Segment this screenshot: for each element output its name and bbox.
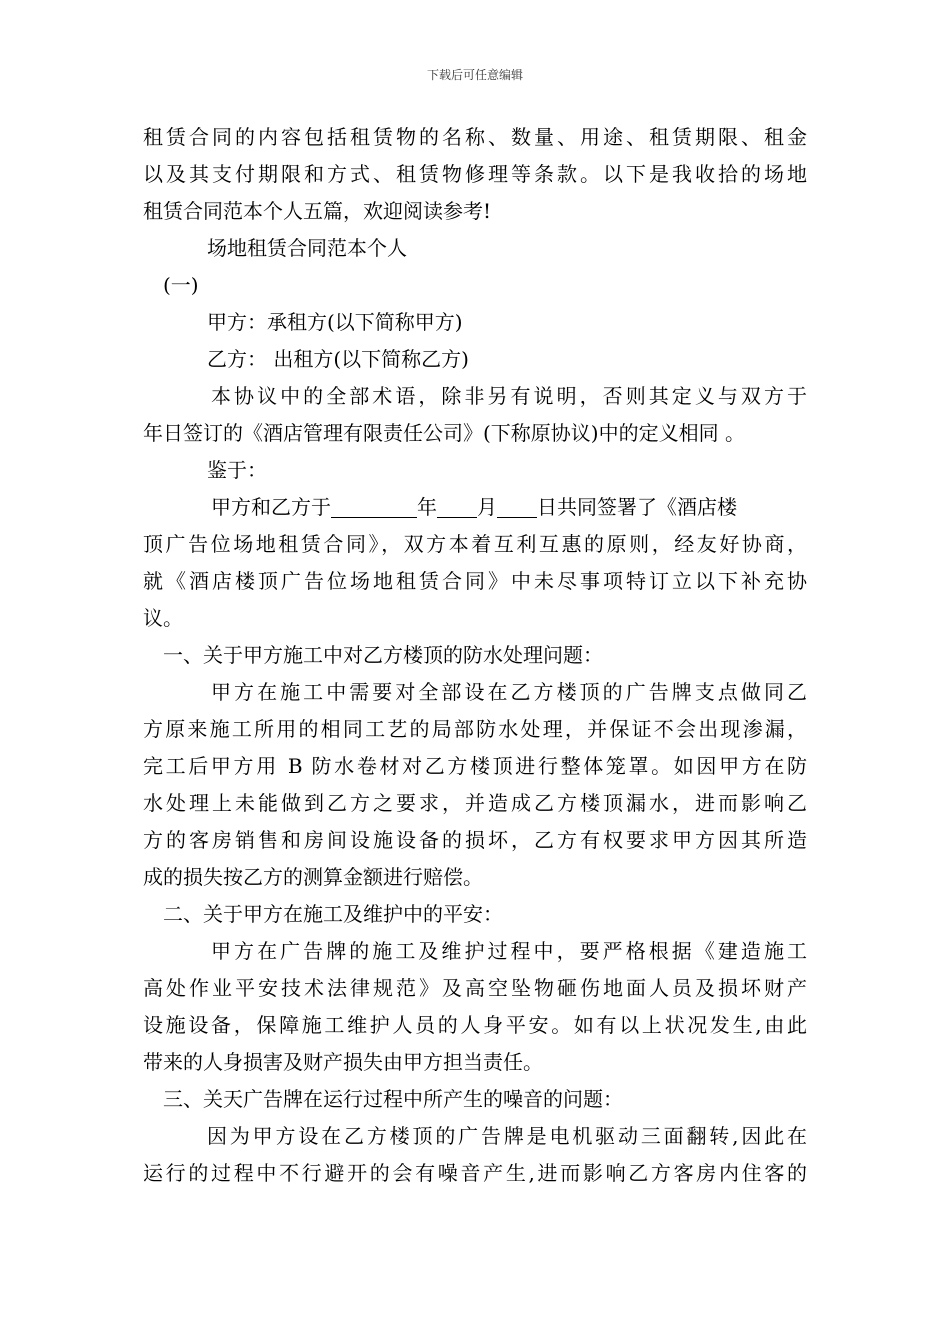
text-line: 方的客房销售和房间设施设备的损坏，乙方有权要求甲方因其所造 [143, 828, 807, 852]
text-line: 一、关于甲方施工中对乙方楼顶的防水处理问题： [163, 643, 603, 667]
text-line: 二、关于甲方在施工及维护中的平安： [163, 902, 503, 926]
text-line: 甲方在广告牌的施工及维护过程中，要严格根据《建造施工 [211, 939, 807, 963]
text-segment: 甲方和乙方于 [211, 495, 331, 519]
text-line: 甲方：承租方(以下简称甲方) [207, 310, 463, 334]
page-header: 下载后可任意编辑 [426, 68, 523, 82]
text-line: 设施设备，保障施工维护人员的人身平安。如有以上状况发生,由此 [143, 1013, 807, 1037]
text-line: 租赁合同的内容包括租赁物的名称、数量、用途、租赁期限、租金 [143, 125, 807, 149]
text-line: 带来的人身损害及财产损失由甲方担当责任。 [143, 1050, 543, 1074]
text-line: 租赁合同范本个人五篇，欢迎阅读参考! [143, 199, 492, 223]
text-line: 因为甲方设在乙方楼顶的广告牌是电机驱动三面翻转,因此在 [207, 1124, 807, 1148]
text-line: 甲方在施工中需要对全部设在乙方楼顶的广告牌支点做同乙 [211, 680, 807, 704]
text-line: 完工后甲方用 B 防水卷材对乙方楼顶进行整体笼罩。如因甲方在防 [143, 754, 807, 778]
text-line: 乙方： 出租方(以下简称乙方) [207, 347, 469, 371]
text-line: 方原来施工所用的相同工艺的局部防水处理，并保证不会出现渗漏， [143, 717, 807, 741]
text-line: 水处理上未能做到乙方之要求，并造成乙方楼顶漏水，进而影响乙 [143, 791, 807, 815]
text-line: 成的损失按乙方的测算金额进行赔偿。 [143, 865, 483, 889]
text-line: 就《酒店楼顶广告位场地租赁合同》中未尽事项特订立以下补充协 [143, 569, 807, 593]
text-line: 顶广告位场地租赁合同》，双方本着互利互惠的原则，经友好协商， [143, 532, 807, 556]
text-line: 议。 [143, 606, 183, 630]
text-segment: 月 [477, 495, 497, 519]
text-segment: 年 [417, 495, 437, 519]
text-line: 高处作业平安技术法律规范》及高空坠物砸伤地面人员及损坏财产 [143, 976, 807, 1000]
text-line: 三、关天广告牌在运行过程中所产生的噪音的问题： [163, 1087, 623, 1111]
text-segment: 日共同签署了《酒店楼 [537, 495, 737, 519]
text-line: 场地租赁合同范本个人 [207, 236, 407, 260]
fill-in-blank [497, 493, 537, 518]
text-line: 年日签订的《酒店管理有限责任公司》(下称原协议)中的定义相同 。 [143, 421, 745, 445]
text-line: 以及其支付期限和方式、租赁物修理等条款。以下是我收拾的场地 [143, 162, 807, 186]
text-line: 鉴于： [207, 458, 267, 482]
fill-in-blank [437, 493, 477, 518]
text-line [143, 489, 807, 526]
document-body [143, 119, 807, 1192]
text-line: (一) [163, 273, 199, 297]
fill-in-blank [331, 493, 417, 518]
text-line: 运行的过程中不行避开的会有噪音产生,进而影响乙方客房内住客的 [143, 1161, 807, 1185]
text-line: 本协议中的全部术语，除非另有说明，否则其定义与双方于 [211, 384, 807, 408]
